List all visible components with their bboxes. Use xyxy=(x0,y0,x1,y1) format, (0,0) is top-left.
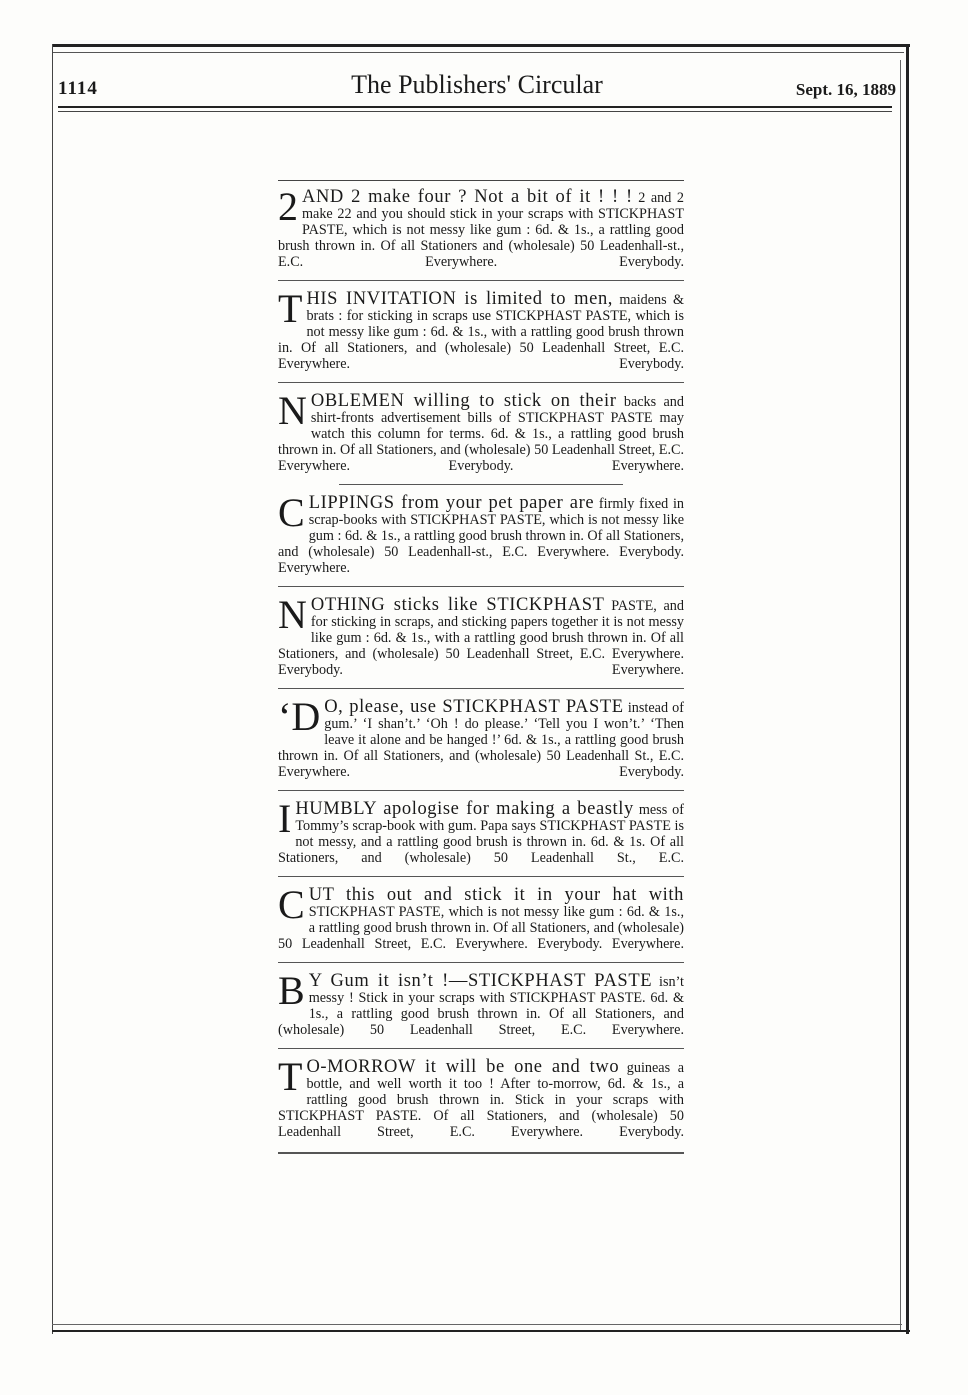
ad-lead: OBLEMEN willing to stick on their xyxy=(310,391,617,411)
frame-right-inner-rule xyxy=(900,60,901,1330)
ad-body: guineas a bottle, and well worth it too ! After to-morrow, 6d. & 1s., a rattling good brush thrown in. Stick in your scraps with STICKPHAST PASTE. Of all Stationers, and (wholesale) 50 Leadenhall Street, E.C. Everywhere. Everybody. xyxy=(278,1060,684,1140)
ad-lead: O-MORROW it will be one and two xyxy=(306,1057,620,1077)
divider xyxy=(278,688,684,689)
drop-cap: C xyxy=(278,882,305,927)
ad-lead: UT this out and stick it in your hat with xyxy=(308,885,684,905)
ad-body: isn’t messy ! Stick in your scraps with STICKPHAST PASTE. 6d. & 1s., a rattling good brush thrown in. Of all Stationers, and (wholesale) 50 Leadenhall Street, E.C. Everywhere. xyxy=(278,974,684,1038)
ad-body: maidens & brats : for sticking in scraps use STICKPHAST PASTE, which is not messy like gum : 6d. & 1s., with a rattling good brush thrown in. Of all Stationers, and (wholesale) 50 Leadenhall Street, E.C. Everywhere. Everybody. xyxy=(278,292,684,372)
advertisement xyxy=(278,490,684,582)
divider xyxy=(278,280,684,281)
divider xyxy=(278,790,684,791)
ad-lead: LIPPINGS from your pet paper are xyxy=(308,493,595,513)
drop-cap: B xyxy=(278,968,305,1013)
ad-body: instead of gum.’ ‘I shan’t.’ ‘Oh ! do please.’ ‘Tell you I won’t.’ ‘Then leave it alone and be hanged !’ 6d. & 1s., a rattling good brush thrown in. Of all Stationers, and (wholesale) 50 Leadenhall St., E.C. Everywhere. Everybody. xyxy=(278,700,684,780)
ad-body: PASTE, and for sticking in scraps, and sticking papers together it is not messy like gum : 6d. & 1s., with a rattling good brush thrown in. Of all Stationers, and (wholesale) 50 Leadenhall Street, E.C. Everywhere. Everybody. Everywhere. xyxy=(278,598,684,678)
frame-top-inner-rule xyxy=(52,52,904,53)
drop-cap: 2 xyxy=(278,184,298,229)
ad-body: STICKPHAST PASTE, which is not messy like gum : 6d. & 1s., a rattling good brush thrown in. Of all Stationers, and (wholesale) 50 Leadenhall Street, E.C. Everywhere. Everybody. Everywhere. xyxy=(278,904,684,952)
ad-lead: AND 2 make four ? Not a bit of it ! ! ! xyxy=(302,187,633,207)
issue-date: Sept. 16, 1889 xyxy=(795,80,896,99)
frame-top-rule xyxy=(52,44,910,47)
page-number: 1114 xyxy=(58,78,98,99)
divider xyxy=(278,1048,684,1049)
advertisement xyxy=(278,968,684,1044)
column-end-rule xyxy=(278,1152,684,1154)
ad-body: mess of Tommy’s scrap-book with gum. Papa says STICKPHAST PASTE is not messy, and a rattling good brush is thrown in. 6d. & 1s. Of all Stationers, and (wholesale) 50 Leadenhall St., E.C. xyxy=(278,802,684,866)
divider xyxy=(278,876,684,877)
journal-title: The Publishers' Circular xyxy=(351,70,603,99)
drop-cap: ‘D xyxy=(278,694,321,739)
drop-cap: I xyxy=(278,796,292,841)
ad-body: 2 and 2 make 22 and you should stick in your scraps with STICKPHAST PASTE, which is not messy like gum : 6d. & 1s., a rattling good brush thrown in. Of all Stationers and (wholesale) 50 Leadenhall-st., E.C. Everywhere. Everybody. xyxy=(278,190,684,270)
divider xyxy=(278,962,684,963)
frame-left-rule xyxy=(52,44,53,1334)
advertisement xyxy=(278,694,684,786)
header-rule-thin xyxy=(58,111,892,112)
advertisement-column xyxy=(278,180,684,1162)
divider xyxy=(278,586,684,587)
column-top-rule xyxy=(278,180,684,181)
ad-lead: HIS INVITATION is limited to men, xyxy=(306,289,614,309)
ad-body: firmly fixed in scrap-books with STICKPHAST PASTE, which is not messy like gum : 6d. & 1s., a rattling good brush thrown in. Of all Stationers, and (wholesale) 50 Leadenhall-st., E.C. Everywhere. Everybody. Everywhere. xyxy=(278,496,684,576)
divider xyxy=(339,484,623,485)
header-rule xyxy=(58,106,892,108)
ad-lead: Y Gum it isn’t !—STICKPHAST PASTE xyxy=(308,971,653,991)
ad-lead: HUMBLY apologise for making a beastly xyxy=(295,799,634,819)
drop-cap: N xyxy=(278,388,307,433)
advertisement xyxy=(278,184,684,276)
page-header xyxy=(58,70,896,104)
drop-cap: C xyxy=(278,490,305,535)
advertisement xyxy=(278,592,684,684)
frame-bottom-rule xyxy=(52,1330,910,1332)
drop-cap: T xyxy=(278,286,303,331)
drop-cap: N xyxy=(278,592,307,637)
frame-bottom-inner-rule xyxy=(52,1324,902,1325)
advertisement xyxy=(278,388,684,480)
advertisement xyxy=(278,286,684,378)
ad-body: backs and shirt-fronts advertisement bills of STICKPHAST PASTE may watch this column for terms. 6d. & 1s., a rattling good brush thrown in. Of all Stationers, and (wholesale) 50 Leadenhall Street, E.C. Everywhere. Everybody. Everywhere. xyxy=(278,394,684,474)
divider xyxy=(278,382,684,383)
ad-lead: OTHING sticks like STICKPHAST xyxy=(310,595,605,615)
advertisement xyxy=(278,882,684,958)
advertisement xyxy=(278,796,684,872)
drop-cap: T xyxy=(278,1054,303,1099)
ad-lead: O, please, use STICKPHAST PASTE xyxy=(324,697,624,717)
advertisement xyxy=(278,1054,684,1146)
frame-right-rule xyxy=(906,44,909,1334)
